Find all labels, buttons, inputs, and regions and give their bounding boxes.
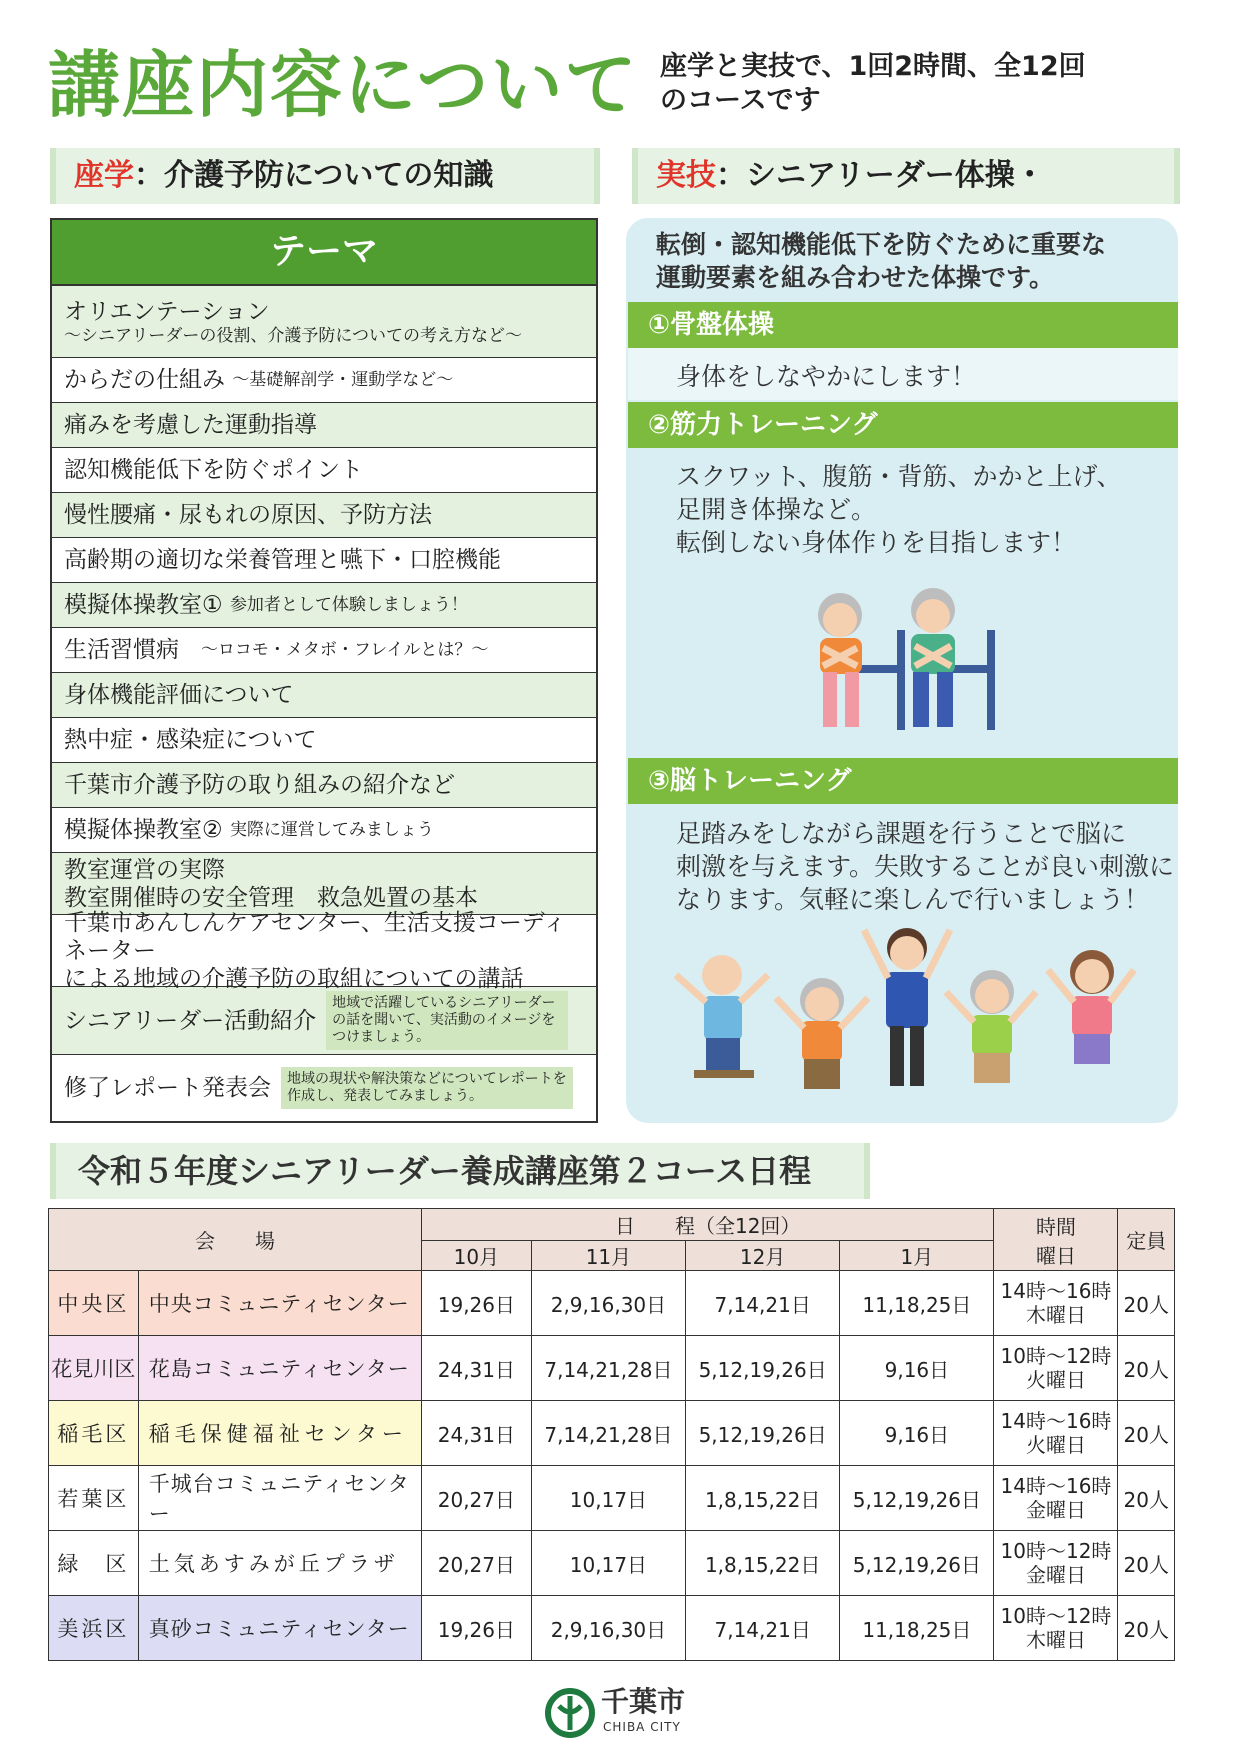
schedule-table: [48, 1208, 1175, 1661]
ward-cell: 緑 区: [49, 1531, 139, 1596]
ward-cell: 稲毛区: [49, 1401, 139, 1466]
pelvis-text: [676, 360, 976, 393]
theme-row: [52, 493, 596, 538]
date-cell: 2,9,16,30日: [531, 1271, 685, 1336]
theme-main: 千葉市あんしんケアセンター、生活支援コーディネーター: [64, 909, 567, 964]
schedule-row: [49, 1336, 1175, 1401]
date-cell: 20,27日: [421, 1531, 531, 1596]
theme-row: [52, 448, 596, 493]
time-value: 14時～16時: [1000, 1474, 1112, 1498]
theme-row: [52, 358, 596, 403]
group-exercise-illustration: [664, 920, 1154, 1115]
intro-line-2: 運動要素を組み合わせた体操です。: [656, 263, 1055, 292]
day-value: 木曜日: [1025, 1303, 1086, 1327]
theme-row: [52, 628, 596, 673]
time-value: 10時～12時: [1000, 1604, 1112, 1628]
theme-main: 模擬体操教室①: [64, 592, 223, 618]
theme-main: 認知機能低下を防ぐポイント: [64, 457, 363, 483]
capacity-cell: 20人: [1118, 1466, 1175, 1531]
theme-row: [52, 718, 596, 763]
day-value: 火曜日: [1025, 1368, 1086, 1392]
schedule-row: [49, 1466, 1175, 1531]
schedule-row: [49, 1271, 1175, 1336]
seated-couple-illustration: [805, 570, 1005, 740]
date-cell: 5,12,19,26日: [840, 1466, 994, 1531]
time-cell: [994, 1531, 1118, 1596]
city-name: 千葉市: [601, 1685, 686, 1718]
date-cell: 24,31日: [421, 1336, 531, 1401]
date-cell: 11,18,25日: [840, 1596, 994, 1661]
day-value: 金曜日: [1025, 1563, 1086, 1587]
date-cell: 7,14,21,28日: [531, 1336, 685, 1401]
date-cell: 1,8,15,22日: [686, 1531, 840, 1596]
woman-face-icon: [823, 603, 857, 637]
theme-row: [52, 403, 596, 448]
zagaku-label: 座学: [74, 158, 134, 193]
theme-main: 身体機能評価について: [64, 682, 294, 708]
time-value: 14時～16時: [1000, 1279, 1112, 1303]
time-header-line: 曜日: [1035, 1243, 1076, 1268]
date-cell: 9,16日: [840, 1336, 994, 1401]
strength-line: 足開き体操など。: [676, 495, 877, 524]
theme-note: 地域で活躍しているシニアリーダーの話を聞いて、実活動のイメージをつけましょう。: [326, 991, 568, 1050]
senior-figure-icon: [864, 928, 950, 1086]
theme-table: [50, 218, 598, 1123]
venue-header: 会 場: [49, 1209, 422, 1271]
month-header: 11月: [531, 1241, 685, 1271]
month-header: 1月: [840, 1241, 994, 1271]
capacity-cell: 20人: [1118, 1596, 1175, 1661]
month-header: 12月: [686, 1241, 840, 1271]
day-value: 金曜日: [1025, 1498, 1086, 1522]
capacity-header: 定員: [1118, 1209, 1175, 1271]
senior-figure-icon: [1048, 950, 1134, 1064]
ward-cell: 花見川区: [49, 1336, 139, 1401]
theme-row: [52, 583, 596, 628]
intro-line-1: 転倒・認知機能低下を防ぐために重要な: [656, 230, 1107, 259]
time-cell: [994, 1466, 1118, 1531]
theme-main-2: 教室開催時の安全管理 救急処置の基本: [64, 884, 478, 911]
date-cell: 10,17日: [531, 1531, 685, 1596]
theme-main: からだの仕組み: [64, 367, 225, 393]
theme-sub: 実際に運営してみましょう: [229, 820, 434, 840]
theme-main: 生活習慣病: [64, 637, 179, 663]
date-cell: 10,17日: [531, 1466, 685, 1531]
date-cell: 1,8,15,22日: [686, 1466, 840, 1531]
day-value: 火曜日: [1025, 1433, 1086, 1457]
capacity-cell: 20人: [1118, 1401, 1175, 1466]
theme-main: 修了レポート発表会: [64, 1075, 271, 1101]
theme-main: 教室運営の実際: [64, 856, 225, 883]
jitsugi-title: ：シニアリーダー体操・: [716, 158, 1045, 193]
venue-cell: 稲毛保健福祉センター: [138, 1401, 421, 1466]
zagaku-heading: [50, 148, 600, 204]
theme-row: [52, 1055, 596, 1121]
date-cell: 7,14,21,28日: [531, 1401, 685, 1466]
theme-main: 痛みを考慮した運動指導: [64, 412, 317, 438]
venue-cell: 千城台コミュニティセンター: [138, 1466, 421, 1531]
date-cell: 5,12,19,26日: [840, 1531, 994, 1596]
capacity-cell: 20人: [1118, 1336, 1175, 1401]
theme-main: シニアリーダー活動紹介: [64, 1007, 317, 1034]
section-bar-strength: ②筋力トレーニング: [628, 402, 1178, 448]
theme-row: [52, 909, 596, 992]
theme-row: [52, 987, 596, 1055]
theme-row: [52, 853, 596, 915]
date-cell: 11,18,25日: [840, 1271, 994, 1336]
chiba-city-logo: [545, 1685, 715, 1738]
time-value: 14時～16時: [1000, 1409, 1112, 1433]
date-cell: 7,14,21日: [686, 1271, 840, 1336]
venue-cell: 中央コミュニティセンター: [138, 1271, 421, 1336]
capacity-cell: 20人: [1118, 1271, 1175, 1336]
theme-sub: ～ロコモ・メタボ・フレイルとは？～: [200, 640, 489, 660]
schedule-row: [49, 1531, 1175, 1596]
page-title: 講座内容について: [48, 43, 639, 127]
date-cell: 7,14,21日: [686, 1596, 840, 1661]
theme-main: 模擬体操教室②: [64, 817, 223, 843]
schedule-row: [49, 1596, 1175, 1661]
theme-row: [52, 538, 596, 583]
brain-line: なります。気軽に楽しんで行いましょう！: [676, 885, 1150, 914]
time-value: 10時～12時: [1000, 1539, 1112, 1563]
strength-line: スクワット、腹筋・背筋、かかと上げ、: [676, 462, 1122, 491]
page-subtitle: [660, 50, 1180, 118]
senior-figure-icon: [776, 978, 868, 1089]
date-cell: 19,26日: [421, 1271, 531, 1336]
venue-cell: 土気あすみが丘プラザ: [138, 1531, 421, 1596]
date-cell: 5,12,19,26日: [686, 1401, 840, 1466]
theme-row: [52, 763, 596, 808]
senior-figure-icon: [946, 970, 1036, 1083]
time-value: 10時～12時: [1000, 1344, 1112, 1368]
ward-cell: 中央区: [49, 1271, 139, 1336]
subtitle-line-1: 座学と実技で、1回2時間、全12回: [660, 51, 1086, 82]
time-cell: [994, 1401, 1118, 1466]
city-name-en: CHIBA CITY: [603, 1720, 681, 1734]
schedule-heading: 令和５年度シニアリーダー養成講座第２コース日程: [50, 1143, 870, 1199]
date-cell: 2,9,16,30日: [531, 1596, 685, 1661]
subtitle-line-2: のコースです: [660, 85, 821, 116]
time-cell: [994, 1596, 1118, 1661]
ward-cell: 美浜区: [49, 1596, 139, 1661]
theme-row: [52, 286, 596, 358]
chair-icon: [897, 630, 905, 730]
day-value: 木曜日: [1025, 1628, 1086, 1652]
month-header: 10月: [421, 1241, 531, 1271]
time-cell: [994, 1271, 1118, 1336]
venue-cell: 花島コミュニティセンター: [138, 1336, 421, 1401]
jitsugi-intro: [656, 228, 1106, 294]
chair-icon: [987, 630, 995, 730]
strength-text: [676, 460, 1122, 559]
theme-main: 千葉市介護予防の取り組みの紹介など: [64, 772, 455, 798]
date-cell: 5,12,19,26日: [686, 1336, 840, 1401]
schedule-header-row: [49, 1209, 1175, 1241]
brain-line: 刺激を与えます。失敗することが良い刺激に: [676, 852, 1175, 881]
theme-main: 慢性腰痛・尿もれの原因、予防方法: [64, 502, 432, 528]
venue-cell: 真砂コミュニティセンター: [138, 1596, 421, 1661]
strength-line: 転倒しない身体作りを目指します！: [676, 528, 1077, 557]
section-bar-brain: ③脳トレーニング: [628, 758, 1178, 804]
date-cell: 24,31日: [421, 1401, 531, 1466]
zagaku-title: ：介護予防についての知識: [134, 158, 494, 193]
theme-main: 熱中症・感染症について: [64, 727, 317, 753]
jitsugi-heading: [632, 148, 1180, 204]
city-emblem-icon: [545, 1688, 595, 1738]
man-face-icon: [916, 599, 950, 633]
date-cell: 9,16日: [840, 1401, 994, 1466]
theme-sub: ～基礎解剖学・運動学など～: [232, 370, 454, 390]
time-cell: [994, 1336, 1118, 1401]
theme-main-2: による地域の介護予防の取組についての講話: [64, 965, 524, 992]
date-cell: 20,27日: [421, 1466, 531, 1531]
section-bar-pelvis: ①骨盤体操: [628, 302, 1178, 348]
capacity-cell: 20人: [1118, 1531, 1175, 1596]
theme-main: 高齢期の適切な栄養管理と嚥下・口腔機能: [64, 547, 501, 573]
brain-text: [676, 817, 1174, 916]
theme-table-header: テーマ: [52, 220, 596, 286]
theme-row: [52, 808, 596, 853]
brain-line: 足踏みをしながら課題を行うことで脳に: [676, 819, 1127, 848]
schedule-row: [49, 1401, 1175, 1466]
theme-sub: ～シニアリーダーの役割、介護予防についての考え方など～: [64, 325, 522, 346]
jitsugi-label: 実技: [656, 158, 716, 193]
pelvis-line: 身体をしなやかにします！: [676, 362, 977, 391]
theme-note: 地域の現状や解決策などについてレポートを作成し、発表してみましょう。: [281, 1067, 573, 1109]
ward-cell: 若葉区: [49, 1466, 139, 1531]
senior-figure-icon: [676, 955, 768, 1078]
time-header-line: 時間: [1035, 1214, 1076, 1239]
theme-main: オリエンテーション: [64, 298, 270, 325]
theme-sub: 参加者として体験しましょう！: [229, 595, 468, 615]
date-cell: 19,26日: [421, 1596, 531, 1661]
theme-row: [52, 673, 596, 718]
schedule-header: 日 程（全12回）: [421, 1209, 994, 1241]
time-header: [994, 1209, 1118, 1271]
